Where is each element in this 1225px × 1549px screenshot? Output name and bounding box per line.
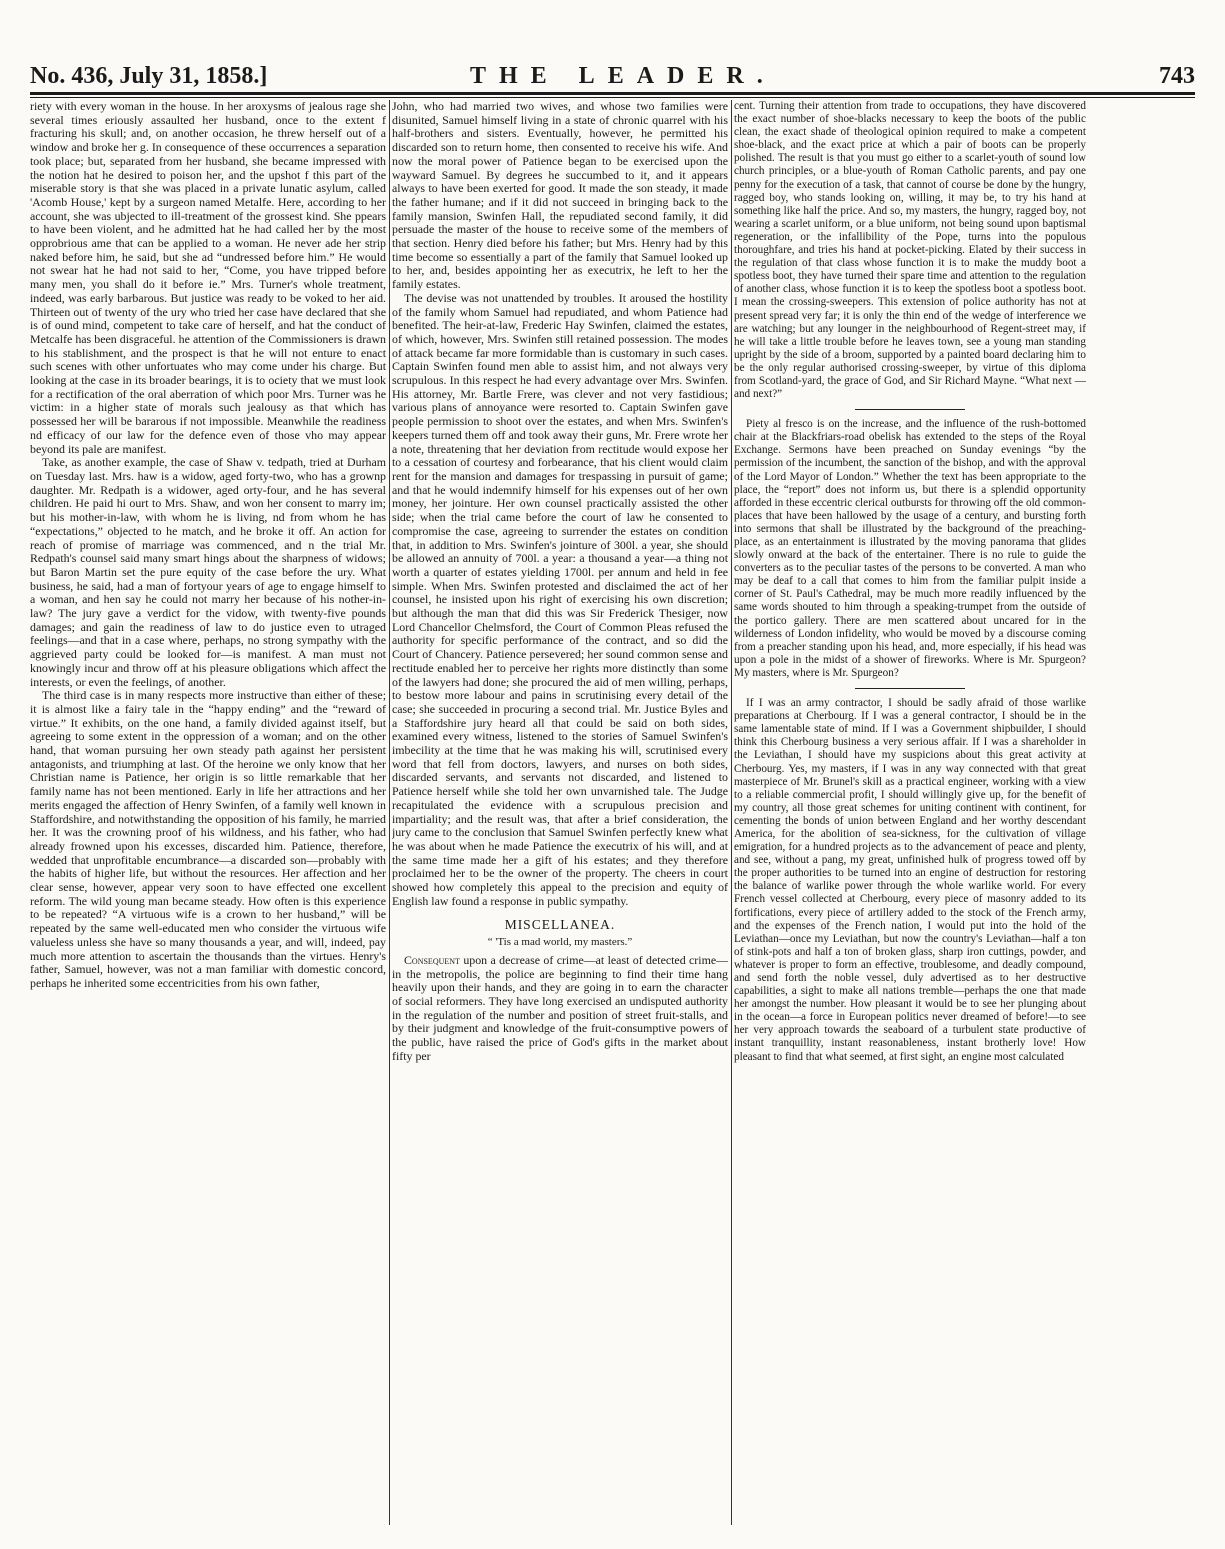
page-number: 743: [1159, 63, 1195, 89]
miscellanea-lead-word: Consequent: [404, 952, 460, 967]
section-separator-2: [855, 688, 965, 689]
miscellanea-text: upon a decrease of crime—at least of detected crime—in the metropolis, the police are beginning to find their time hang heavily upon their hands, and they are going in to earn the character of social reformers. They have long exercised an undisputed authority in the regulation of the number and position of street fruit-stalls, and by their judgment and knowledge of the fruit-consumptive powers of the public, have raised the price of God's gifts in the market about fifty per: [392, 952, 728, 1063]
col1-paragraph-3: The third case is in many respects more instructive than either of these; it is almost like a fairy tale in the “happy ending” and the “reward of virtue.” It exhibits, on the one hand, a family divided against itself, but agreeing to some extent in the oppression of a woman; and on the other hand, that woman pursuing her own steady path against her persistent antagonists, and triumphing at last. Of the heroine we only know that her Christian name is Patience, her origin is so little remarkable that her family name has not been mentioned. Early in life her attractions and her merits engaged the affection of Henry Swinfen, of a family well known in Staffordshire, and notwithstanding the opposition of his family, he married her. It was the crowning proof of his wildness, and his father, who had already frowned upon his excesses, discarded him. Patience, therefore, wedded that unprofitable encumbrance—a discarded son—probably with the habits of higher life, but without the resources. Her affection and her clear sense, however, appear very soon to have effected one excellent reform. The wild young man became steady. How often is this experience to be repeated? “A virtuous wife is a crown to her husband,” will be repeated by the same well-educated men who consider the virtuous wife valueless unless she have so many thousands a year, and will, indeed, pay much more attention to ascertain the thousands than the virtues. Henry's father, Samuel, however, was not a man familiar with domestic concord, perhaps he inherited some eccentricities from his own father,: [30, 688, 386, 990]
masthead: [30, 55, 1195, 95]
col3-paragraph-2: Piety al fresco is on the increase, and the influence of the rush-bottomed chair at the Blackfriars-road obelisk has extended to the steps of the Royal Exchange. Sermons have been preached on Sunday evenings “by the permission of the incumbent, the sanction of the bishop, and with the approval of the Lord Mayor of London.” Whether the text has been appropriate to the place, the “report” does not inform us, but there is a splendid opportunity afforded in these eccentric clerical outbursts for throwing off the old common-places that have been hallowed by the usage of a century, and bursting forth into sermons that shall be illustrated by the background of the preaching-place, as an entertainment is illustrated by the moving panorama that glides slowly onward at the back of the entertainer. There is no rule to guide the converters as to the peculiar tastes of the persons to be converted. A man who may be deaf to a call that comes to him from the familiar pulpit inside a corner of St. Paul's Cathedral, may be much more readily influenced by the same words shouted to him through a speaking-trumpet from the outside of the portico gallery. There are men scattered about uncared for in the wilderness of London infidelity, who would be moved by a discourse coming from a preacher standing upon his head, and, more especially, if his head was upon a pole in the midst of a shower of fireworks. Where is Mr. Spurgeon? My masters, where is Mr. Spurgeon?: [734, 418, 1086, 679]
column-divider-2: [731, 100, 732, 1525]
miscellanea-heading: MISCELLANEA.: [504, 917, 616, 933]
col2-paragraph-2: The devise was not unattended by troubles. It aroused the hostility of the family whom Samuel had repudiated, and whom Patience had benefited. The heir-at-law, Frederic Hay Swinfen, claimed the estates, of which, however, Mrs. Swinfen still retained possession. The modes of attack became far more formidable than is customary in such cases. Captain Swinfen found men able to assist him, and not always very scrupulous. In this respect he had every advantage over Mrs. Swinfen. His attorney, Mr. Bartle Frere, was clever and not very fastidious; various plans of annoyance were resorted to. Captain Swinfen gave people permission to shoot over the estates, and when Mrs. Swinfen's keepers turned them off and took away their guns, Mr. Frere wrote her a note, threatening that her deviation from rectitude would expose her to a cessation of courtesy and forbearance, that his client would claim rent for the mansion and damages for trespassing in pursuit of game; and that he would indemnify himself for his expenses out of her own money, her jointure. Her own counsel practically assisted the other side; when the trial came before the court of law he consented to compromise the case, agreeing to surrender the estates on condition that, in addition to Mrs. Swinfen's jointure of 300l. a year, she should be allowed an annuity of 700l. a year: a thousand a year—a thing not worth a quarter of estates yielding 1700l. per annum and held in fee simple. When Mrs. Swinfen protested and disclaimed the act of her counsel, he insisted upon his right of exercising his own discretion; but although the man that did this was Sir Frederick Thesiger, now Lord Chancellor Chelmsford, the Court of Common Pleas refused the authority for specific performance of the contract, and so did the Court of Chancery. Patience persevered; her sound common sense and rectitude enabled her to perceive her rights more distinctly than some of the lawyers had done; she procured the aid of men willing, perhaps, to bestow more labour and pains in scrutinising every detail of the case; she succeeded in procuring a second trial. Mr. Justice Byles and a Staffordshire jury heard all that could be said on both sides, examined every witness, listened to the stories of Samuel Swinfen's imbecility at the time that he was making his will, scrutinised every word that fell from doctors, lawyers, and nurses on both sides, discarded servants, and servants not discarded, and listened to Patience herself while she told her own unvarnished tale. The Judge recapitulated the evidence with a scrupulous precision and impartiality; and the result was, that after a brief consideration, the jury came to the conclusion that Samuel Swinfen perfectly knew what he was about when he made Patience the executrix of his will, and at the same time made her a gift of his estates; and they therefore proclaimed her to be the owner of the property. The cheers in court showed how completely this appeal to the precision and equity of English law found a response in public sympathy.: [392, 290, 728, 908]
column-3: [734, 100, 1086, 1525]
column-divider-1: [389, 100, 390, 1525]
issue-date: No. 436, July 31, 1858.]: [30, 63, 268, 89]
column-1: [30, 100, 386, 1525]
masthead-rule-thick: [30, 92, 1195, 95]
col1-paragraph-2: Take, as another example, the case of Shaw v. tedpath, tried at Durham on Tuesday last. Mrs. haw is a widow, aged forty-two, who has a grownp daughter. Mr. Redpath is a widower, aged orty-four, and he has several children. He paid hi ourt to Mrs. Shaw, and won her consent to marry im; but his mother-in-law, with whom he is living, nd from whom he has “expectations,” objected to he match, and he broke it off. An action for reach of promise of marriage was commenced, and n the trial Mr. Redpath's counsel said many smart hings about the sharpness of widows; but Baron Martin set the pure equity of the case before the ury. What business, he said, had a man of fortyour years of age to engage himself to a woman, and hen say he could not marry her because of his nother-in-law? The jury gave a verdict for the vidow, with twenty-five pounds damages; and gain the readiness of law to do justice even to utraged feelings—and that in a case where, perhaps, no strong sympathy with the aggrieved party could be looked for—is manifest. A man must not knowingly incur and throw off at his pleasure obligations which affect the interests, or even the feelings, of another.: [30, 455, 386, 689]
section-separator-1: [855, 409, 965, 410]
col3-paragraph-1: cent. Turning their attention from trade to occupations, they have discovered the exact number of shoe-blacks necessary to keep the boots of the public clean, the exact shade of theological opinion required to make a competent shoe-black, and the exact price at which a pair of boots can be properly polished. The result is that you must go either to a scarlet-youth of sound low church principles, or a blue-youth of Roman Catholic parents, and pay one penny for the execution of a task, that cannot of course be done by the hungry, ragged boy, who stands looking on, willing, it may be, to try his hand at something like half the price. And so, my masters, the hungry, ragged boy, not wearing a scarlet uniform, or a blue uniform, not being sound upon baptismal regeneration, or the infallibility of the Pope, turns into the populous thoroughfare, and tries his hand at pocket-picking. Elated by their success in the regulation of that class whose function it is to make the muddy boot a spotless boot, they have turned their spare time and attention to the regulation of another class, whose function it is to keep the spotless boot a spotless boot. I mean the crossing-sweepers. This extension of police authority has not at present spread very far; it is only the thin end of the wedge of interference we are watching; but any lounger in the neighbourhood of Regent-street may, if he will take a little trouble before he leaves town, see a young man standing upright by the side of a broom, supported by a painted board declaring him to be the only regular authorised crossing-sweeper, by virtue of this diploma from Scotland-yard, the grace of God, and Sir Richard Mayne. “What next —and next?”: [734, 100, 1086, 401]
column-2: [392, 100, 728, 1525]
miscellanea-epigraph: “ 'Tis a mad world, my masters.”: [487, 936, 633, 949]
col2-paragraph-1: John, who had married two wives, and whose two families were disunited, Samuel himself living in a state of chronic quarrel with his half-brothers and sisters. Eventually, however, he permitted his discarded son to return home, then consented to receive his wife. And now the moral power of Patience began to be exercised upon the wayward Samuel. By degrees he succumbed to it, and it appears always to have been exerted for good. It made the son steady, it made the father humane; and if it did not succeed in bringing back to the family mansion, Swinfen Hall, the repudiated second family, it did persuade the master of the house to receive some of the members of that section. Henry died before his father; but Mrs. Henry had by this time become so essentially a part of the family that Samuel looked up to her, and, besides appointing her as executrix, he left to her the family estates.: [392, 100, 728, 292]
miscellanea-paragraph: [392, 954, 728, 1064]
col3-paragraph-3: If I was an army contractor, I should be sadly afraid of those warlike preparations at Cherbourg. If I was a general contractor, I should be in the same lamentable state of mind. If I was a Government shipbuilder, I should think this Cherbourg business a very serious affair. If I was a shareholder in the Leviathan, I should have my suspicions about this great activity at Cherbourg. Yes, my masters, if I was in any way connected with that great masterpiece of Mr. Brunel's skill as a practical engineer, working with a view to a reliable commercial profit, I should willingly give up, for the benefit of my country, all those great schemes for uniting continent with continent, for cementing the bonds of union between England and her worthy descendant America, for the abolition of sea-sickness, for the cultivation of village emigration, for a hundred projects as to the advancement of peace and plenty, and see, without a pang, my great, unfinished hulk of progress towed off by the proper authorities to be turned into an engine of destruction for restoring the balance of warlike power through the whole warlike world. For every French vessel collected at Cherbourg, every piece of masonry added to its fortifications, every piece of artillery added to the stock of the French army, and the expenses of the French nation, I would put into the hold of the Leviathan—once my Leviathan, but now the country's Leviathan—half a ton of stink-pots and half a ton of broken glass, sharp iron cuttings, powder, and whatever is proper to form an effective, troublesome, and deadly compound, and send forth the noble vessel, duly advertised as to her destructive capabilities, a sight to make all nations tremble—perhaps the one that made her amongst the number. How pleasant it would be to see her plunging about in the ocean—a force in European politics never dreamed of before!—to see her very approach towards the seaboard of a turbulent state productive of instant tranquillity, instant reasonableness, instant brotherly love! How pleasant to find that what seemed, at first sight, an engine most calculated: [734, 697, 1086, 1063]
col1-paragraph-1: riety with every woman in the house. In her aroxysms of jealous rage she several times eriously assaulted her husband, once to the extent f fracturing his skull; and, on another occasion, he threw herself out of a window and broke her g. In consequence of these occurrences a separation took place; but, separated from her husband, she became impressed with the notion hat he desired to poison her, and the upshot f this part of the miserable story is that she was placed in a private lunatic asylum, called 'Acomb House,' kept by a surgeon named Metalfe. Here, according to her account, she was ubjected to ill-treatment of the grossest kind. She ppears to have been violent, and he admitted hat he had called her by the most opprobrious ame that can be applied to a woman. He never ade her strip naked before him, he said, but she ad “undressed before him.” He would not swear hat he had not said to her, “Come, you have tripped before many men, you shall do it before ie.” Mrs. Turner's whole treatment, indeed, was early barbarous. But justice was ready to be voked to her aid. Thirteen out of twenty of the ury who tried her case have declared that she is of ound mind, competent to take care of herself, and hat the conduct of Metcalfe has been disgraceful. he attention of the Commissioners is drawn to his stablishment, and the prospect is that he will not enture to enact such scenes with other unfortuates who may come under his charge. But looking at the case in its broader bearings, it is to ociety that we must look for a rectification of the oral aberration of which poor Mrs. Turner was he victim: in a higher state of morals such jealousy as that which has possessed her will be bararous if not impossible. Meanwhile the readiness nd efficacy of our law for the defence even of those vho may appear beyond its pale are manifest.: [30, 100, 386, 456]
masthead-rule-thin: [30, 97, 1195, 98]
paper-title: THE LEADER.: [470, 63, 776, 89]
